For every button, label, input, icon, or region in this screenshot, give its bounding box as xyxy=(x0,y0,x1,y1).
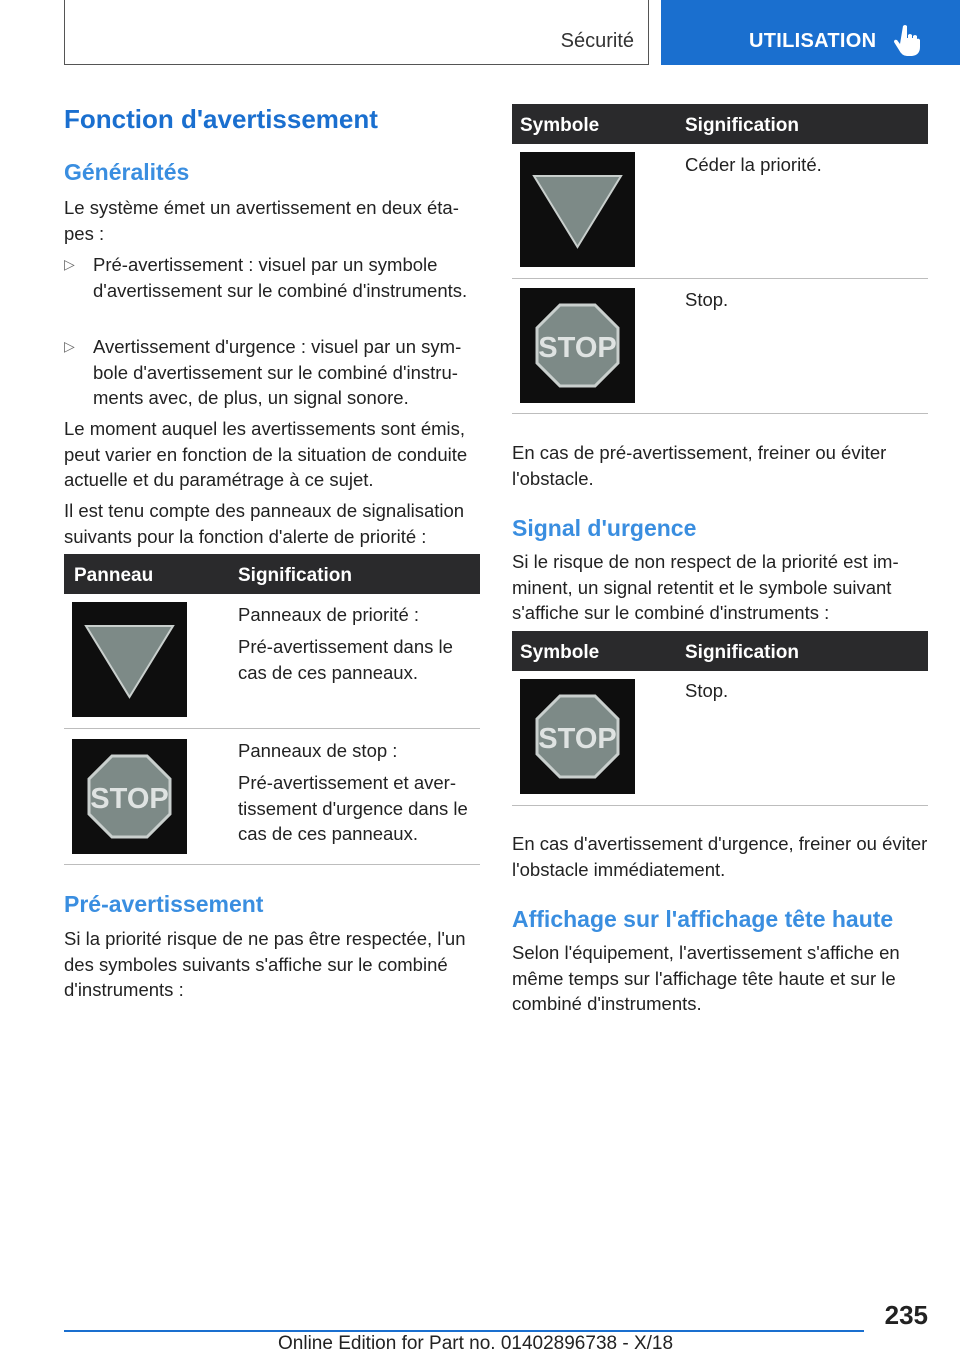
urgent-signal-text: Si le risque de non respect de la priorité est imminent, un signal retentit et le symbole suivant s'affiche sur le combiné d'instruments : xyxy=(512,551,899,623)
svg-text:STOP: STOP xyxy=(90,783,169,815)
table-cell: Céder la priorité. xyxy=(685,154,822,175)
pointing-hand-icon xyxy=(894,24,920,56)
column-header-symbole: Symbole xyxy=(520,115,600,136)
row-divider xyxy=(512,413,928,414)
column-header-signification: Signification xyxy=(685,115,799,136)
row-divider xyxy=(512,278,928,279)
stop-sign-icon xyxy=(72,739,187,854)
column-header-panneau: Panneau xyxy=(74,565,154,586)
page-title: Fonction d'avertissement xyxy=(64,104,378,134)
row-divider xyxy=(64,864,480,865)
general-intro: Le système émet un avertissement en deux étapes : xyxy=(64,197,459,244)
column-header-signification: Signification xyxy=(685,642,799,663)
symbols-table-header xyxy=(512,104,928,144)
section-title: Sécurité xyxy=(560,30,634,52)
triangle-bullet-icon: ▷ xyxy=(64,256,75,272)
signs-table-header xyxy=(64,554,480,594)
svg-text:STOP: STOP xyxy=(538,332,617,364)
row-divider xyxy=(64,728,480,729)
stop-sign-icon xyxy=(520,288,635,403)
pre-warning-heading: Pré-avertissement xyxy=(64,891,264,917)
stop-sign-icon xyxy=(520,679,635,794)
column-header-signification: Signification xyxy=(238,565,352,586)
table-cell: Stop. xyxy=(685,680,729,701)
page-number: 235 xyxy=(884,1300,928,1330)
general-heading: Généralités xyxy=(64,159,190,185)
list-item: ▷ Pré-avertissement : visuel par un symbole d'avertissement sur le combiné d'instruments. xyxy=(64,254,468,301)
triangle-bullet-icon: ▷ xyxy=(64,338,75,354)
section-header xyxy=(64,0,649,65)
urgent-signal-heading: Signal d'urgence xyxy=(512,515,697,541)
table-cell: Pré-avertissement dans le cas de ces panneaux. xyxy=(238,636,453,683)
list-item: ▷ Avertissement d'urgence : visuel par un symbole d'avertissement sur le combiné d'instruments avec, de plus, un signal sonore. xyxy=(64,336,462,408)
row-divider xyxy=(512,805,928,806)
urgent-action: En cas d'avertissement d'urgence, freiner ou éviter l'obstacle immédiatement. xyxy=(512,833,928,880)
svg-text:STOP: STOP xyxy=(538,723,617,755)
edition-label: Online Edition for Part no. 01402896738 - X/18 xyxy=(278,1333,674,1354)
yield-sign-icon xyxy=(520,152,635,267)
footer-divider xyxy=(64,1330,864,1332)
column-header-symbole: Symbole xyxy=(520,642,600,663)
table-cell: Pré-avertissement et avertissement d'urgence dans le cas de ces panneaux. xyxy=(238,772,468,844)
hud-heading: Affichage sur l'affichage tête haute xyxy=(512,906,894,932)
table-cell: Panneaux de priorité : xyxy=(238,604,420,625)
table-cell: Panneaux de stop : xyxy=(238,740,398,761)
table-cell: Stop. xyxy=(685,289,729,310)
yield-sign-icon xyxy=(72,602,187,717)
pre-warning-text: Si la priorité risque de ne pas être respectée, l'un des symboles suivants s'affiche sur le combiné d'instruments : xyxy=(64,928,466,1000)
signs-intro: Il est tenu compte des panneaux de signalisation suivants pour la fonction d'alerte de priorité : xyxy=(64,500,465,547)
chapter-title: UTILISATION xyxy=(749,30,877,52)
pre-warning-action: En cas de pré-avertissement, freiner ou éviter l'obstacle. xyxy=(512,442,887,489)
hud-text: Selon l'équipement, l'avertissement s'affiche en même temps sur l'affichage tête haute et sur le combiné d'instruments. xyxy=(512,942,900,1014)
urgent-table-header xyxy=(512,631,928,671)
moment-text: Le moment auquel les avertissements sont émis, peut varier en fonction de la situation de conduite actuelle et du paramétrage à ce sujet. xyxy=(64,418,468,490)
